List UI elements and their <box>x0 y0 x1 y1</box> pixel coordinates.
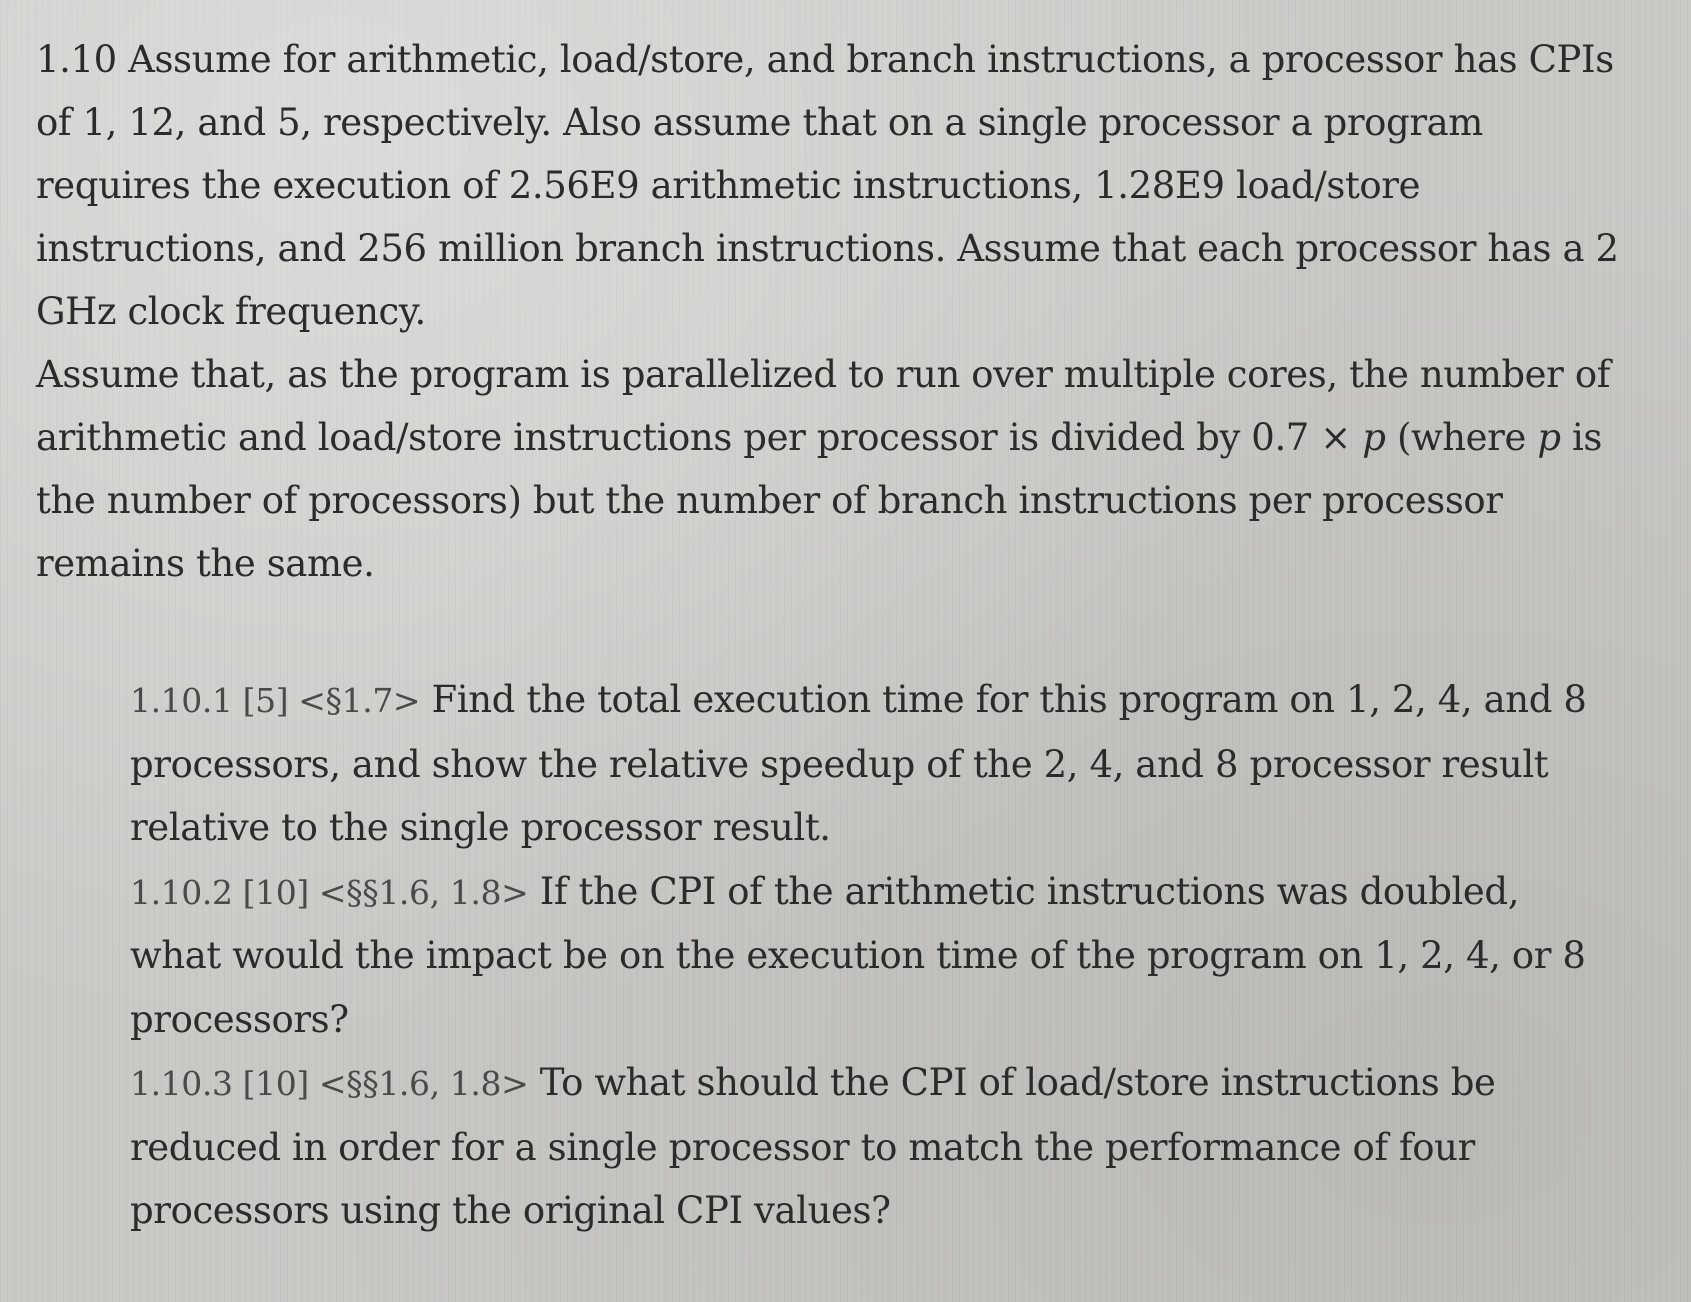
subquestion-text: To what should the CPI of load/store instructions be reduced in order for a single processor to match the performance of four processors using the original CPI values? <box>130 1061 1496 1232</box>
subquestion-2 <box>130 860 1620 1052</box>
variable-p: p <box>1362 416 1386 459</box>
subquestion-tag: 1.10.3 [10] <§§1.6, 1.8> <box>130 1064 529 1103</box>
paragraph-2-mid: (where <box>1385 416 1538 459</box>
subquestion-text: If the CPI of the arithmetic instructions was doubled, what would the impact be on the execution time of the program on 1, 2, 4, or 8 processors? <box>130 869 1586 1041</box>
subquestion-1 <box>130 668 1620 860</box>
problem-paragraph-2 <box>36 343 1636 595</box>
subquestion-list <box>130 668 1620 1243</box>
paragraph-2-start: Assume that, as the program is parallelized to run over multiple cores, the number of arithmetic and load/store instructions per processor is divided by 0.7 × <box>36 353 1611 459</box>
subquestion-text: Find the total execution time for this program on 1, 2, 4, and 8 processors, and show the relative speedup of the 2, 4, and 8 processor result relative to the single processor result. <box>130 678 1587 849</box>
subquestion-tag: 1.10.1 [5] <§1.7> <box>130 681 421 720</box>
variable-p: p <box>1537 416 1561 459</box>
problem-paragraph-1: 1.10 Assume for arithmetic, load/store, and branch instructions, a processor has CPIs of 1, 12, and 5, respectively. Also assume that on a single processor a program requires the execution of 2.56E9 arithmetic instructions, 1.28E9 load/store instructions, and 256 million branch instructions. Assume that each processor has a 2 GHz clock frequency. <box>36 38 1619 333</box>
paragraph-2-end: is the number of processors) but the number of branch instructions per processor remains the same. <box>36 416 1603 585</box>
subquestion-3 <box>130 1051 1620 1243</box>
subquestion-tag: 1.10.2 [10] <§§1.6, 1.8> <box>130 872 529 912</box>
problem-statement <box>36 28 1636 595</box>
